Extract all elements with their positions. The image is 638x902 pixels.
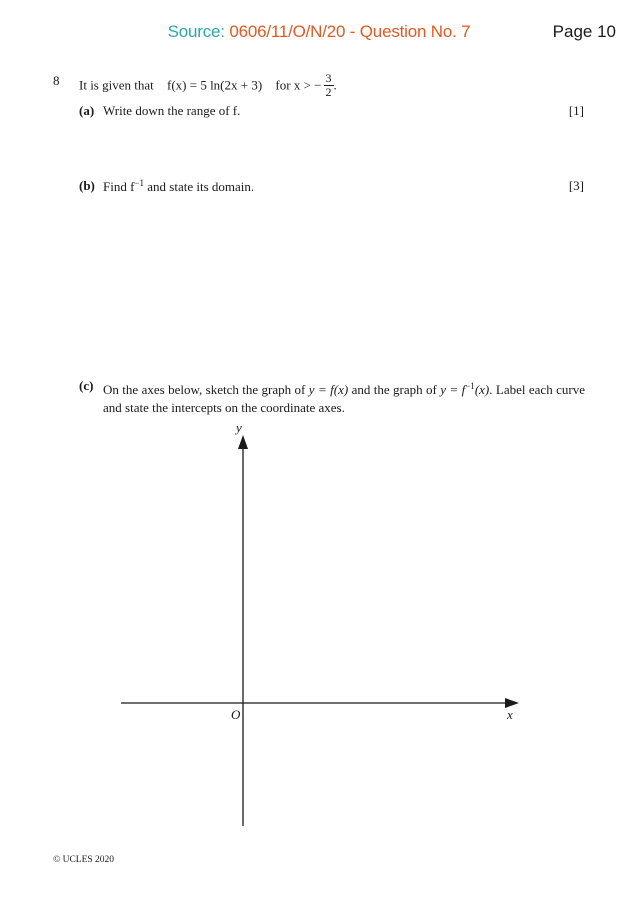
condition-end: .: [333, 77, 337, 93]
part-a-text: Write down the range of f.: [103, 103, 241, 118]
origin-label: O: [231, 707, 241, 722]
x-axis-label: x: [507, 707, 513, 722]
fraction-denominator: 2: [325, 85, 332, 99]
part-a-marks: [1]: [568, 103, 584, 118]
part-c-text-3: . Label each curve and state the intercepts on the coordinate axes.: [103, 382, 585, 415]
part-b-text-after: and state its domain.: [144, 179, 255, 194]
function-definition: f(x) = 5 ln(2x + 3): [167, 77, 263, 93]
inverse-superscript: −1: [134, 178, 144, 188]
part-c-equation-2b: (x): [474, 382, 490, 397]
source-label: Source:: [167, 22, 225, 41]
part-b-label: (b): [79, 178, 95, 193]
y-axis-arrowhead: [238, 435, 248, 449]
copyright-footer: © UCLES 2020: [53, 855, 115, 865]
domain-condition: for x > −: [275, 77, 322, 93]
part-b-text-before: Find f: [103, 179, 135, 194]
part-c-label: (c): [79, 378, 94, 393]
part-c-equation-2a: y = f: [440, 382, 466, 397]
source-reference: 0606/11/O/N/20 - Question No. 7: [229, 22, 471, 41]
part-a-label: (a): [79, 103, 95, 118]
fraction-numerator: 3: [325, 71, 332, 85]
y-axis-label: y: [236, 420, 242, 435]
part-c-text-1: On the axes below, sketch the graph of: [103, 382, 309, 397]
part-c-inverse-superscript: −1: [465, 381, 475, 391]
question-number: 8: [53, 73, 60, 88]
part-b-marks: [3]: [568, 178, 584, 193]
part-c-text-2: and the graph of: [348, 382, 441, 397]
stem-intro: It is given that: [79, 77, 154, 93]
part-c-equation-1: y = f(x): [308, 382, 349, 397]
page-number: Page 10: [552, 22, 616, 41]
